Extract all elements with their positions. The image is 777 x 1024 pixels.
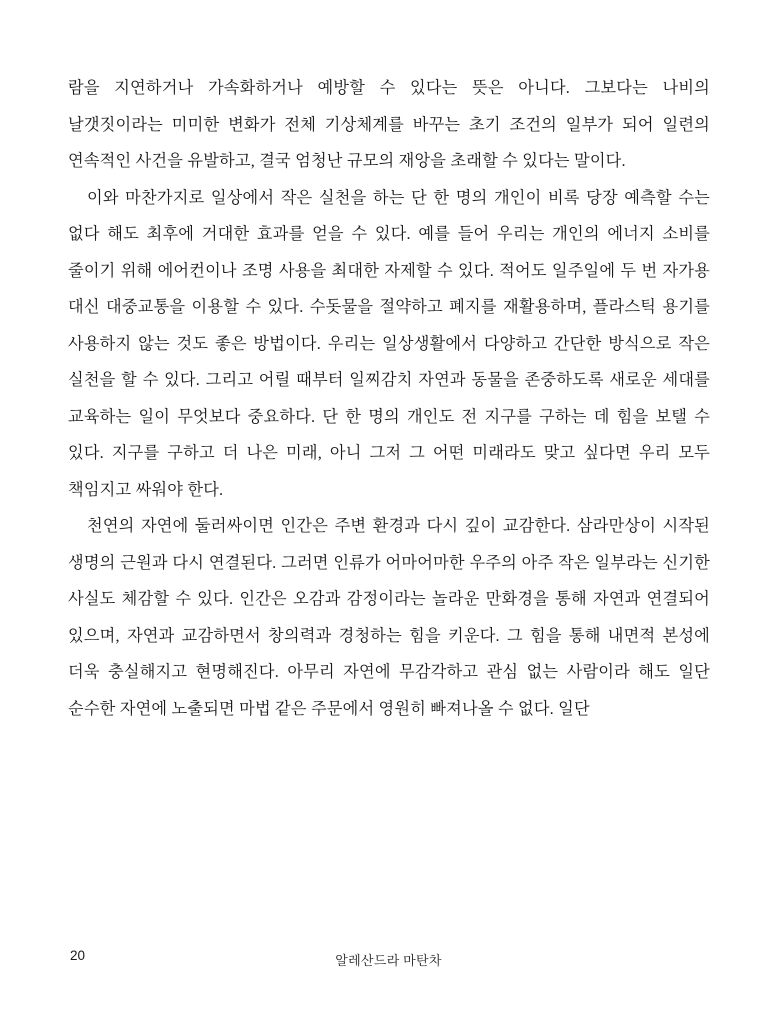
page-footer	[0, 948, 777, 978]
footer-author: 알레산드라 마탄차	[335, 953, 442, 968]
body-text-column	[68, 70, 710, 727]
page-number: 20	[70, 948, 86, 963]
paragraph-2: 이와 마찬가지로 일상에서 작은 실천을 하는 단 한 명의 개인이 비록 당장 예측할 수는 없다 해도 최후에 거대한 효과를 얻을 수 있다. 예를 들어 우리는 개인의 에너지 소비를 줄이기 위해 에어컨이나 조명 사용을 최대한 자제할 수 있다. 적어도 일주일에 두 번 자가용 대신 대중교통을 이용할 수 있다. 수돗물을 절약하고 폐지를 재활용하며, 플라스틱 용기를 사용하지 않는 것도 좋은 방법이다. 우리는 일상생활에서 다양하고 간단한 방식으로 작은 실천을 할 수 있다. 그리고 어릴 때부터 일찌감치 자연과 동물을 존중하도록 새로운 세대를 교육하는 일이 무엇보다 중요하다. 단 한 명의 개인도 전 지구를 구하는 데 힘을 보탤 수 있다. 지구를 구하고 더 나은 미래, 아니 그저 그 어떤 미래라도 맞고 싶다면 우리 모두 책임지고 싸워야 한다.	[68, 188, 710, 499]
paragraph-1: 람을 지연하거나 가속화하거나 예방할 수 있다는 뜻은 아니다. 그보다는 나비의 날갯짓이라는 미미한 변화가 전체 기상체계를 바꾸는 초기 조건의 일부가 되어 일련의 연속적인 사건을 유발하고, 결국 엄청난 규모의 재앙을 초래할 수 있다는 말이다.	[68, 79, 710, 170]
paragraph-3: 천연의 자연에 둘러싸이면 인간은 주변 환경과 다시 깊이 교감한다. 삼라만상이 시작된 생명의 근원과 다시 연결된다. 그러면 인류가 어마어마한 우주의 아주 작은 일부라는 신기한 사실도 체감할 수 있다. 인간은 오감과 감정이라는 놀라운 만화경을 통해 자연과 연결되어 있으며, 자연과 교감하면서 창의력과 경청하는 힘을 키운다. 그 힘을 통해 내면적 본성에 더욱 충실해지고 현명해진다. 아무리 자연에 무감각하고 관심 없는 사람이라 해도 일단 순수한 자연에 노출되면 마법 같은 주문에서 영원히 빠져나올 수 없다. 일단	[68, 517, 710, 718]
